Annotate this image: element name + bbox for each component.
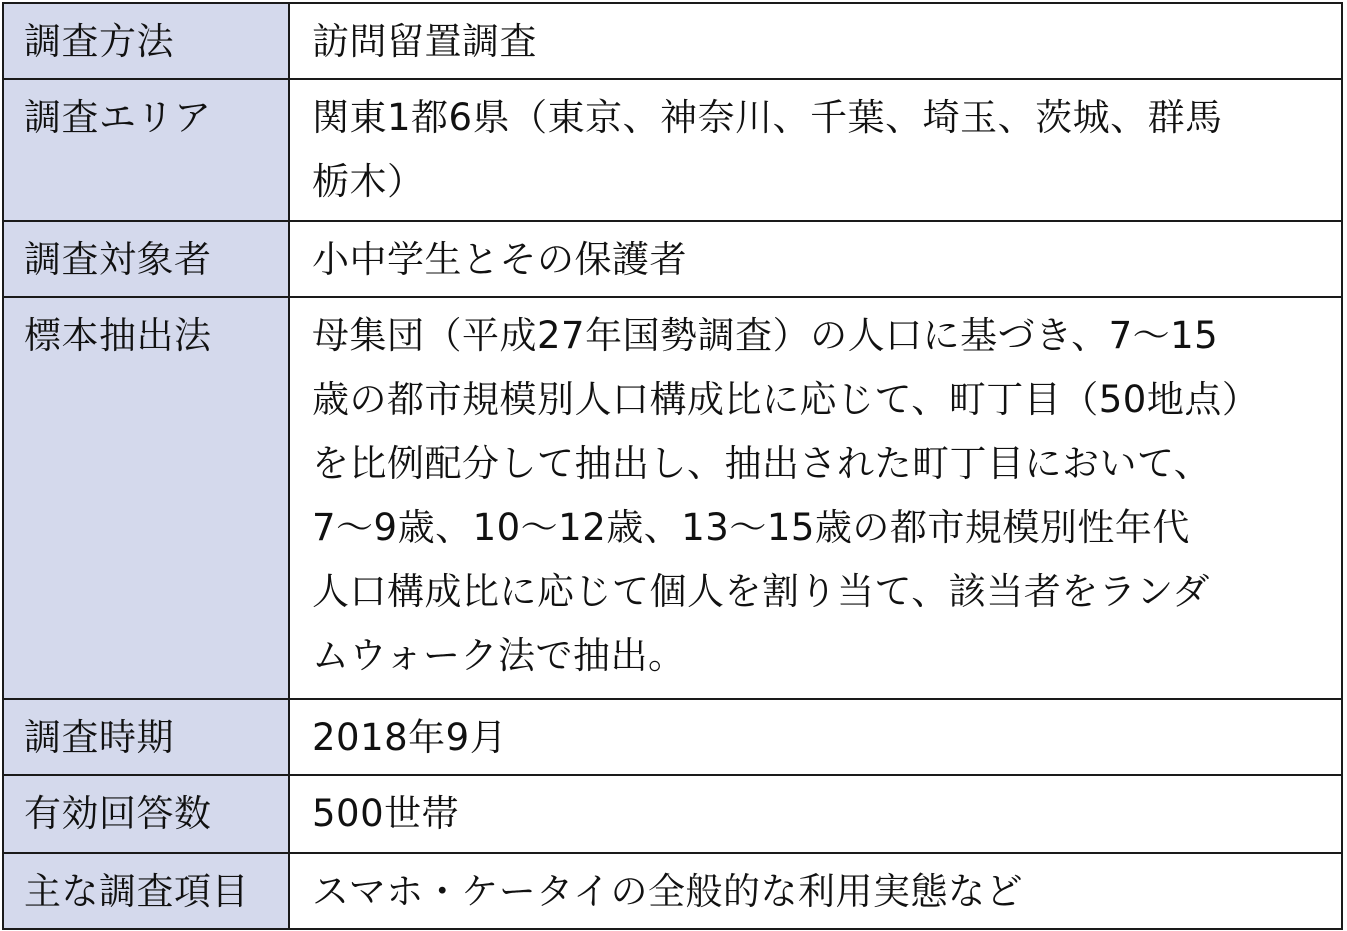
value-line: を比例配分して抽出し、抽出された町丁目において、 [312,442,1212,485]
row-value [289,699,1342,775]
row-label: 調査方法 [3,3,289,79]
value-line: 500世帯 [312,792,460,835]
row-value [289,3,1342,79]
table-row-sampling-method [3,297,1342,699]
value-line: 7～9歳、10～12歳、13～15歳の都市規模別性年代 [312,506,1190,549]
row-value [289,79,1342,221]
table-row-main-items [3,853,1342,929]
row-value [289,297,1342,699]
value-line: 人口構成比に応じて個人を割り当て、該当者をランダ [312,570,1210,613]
row-label: 標本抽出法 [3,297,289,699]
table-row-survey-target [3,221,1342,297]
row-value [289,853,1342,929]
value-line: 2018年9月 [312,716,508,759]
survey-overview-table [2,2,1343,930]
value-line: 歳の都市規模別人口構成比に応じて、町丁目（50地点） [312,378,1260,421]
table-row-survey-area [3,79,1342,221]
row-label: 調査時期 [3,699,289,775]
value-line: 栃木） [312,160,425,203]
value-line: ムウォーク法で抽出。 [312,634,686,677]
value-line: 母集団（平成27年国勢調査）の人口に基づき、7～15 [312,314,1219,357]
value-line: スマホ・ケータイの全般的な利用実態など [312,870,1024,913]
row-label: 主な調査項目 [3,853,289,929]
value-line: 関東1都6県（東京、神奈川、千葉、埼玉、茨城、群馬 [312,96,1223,139]
table-row-valid-responses [3,775,1342,853]
table-row-survey-period [3,699,1342,775]
value-line: 訪問留置調査 [312,20,537,63]
row-label: 有効回答数 [3,775,289,853]
row-label: 調査エリア [3,79,289,221]
value-line: 小中学生とその保護者 [312,238,687,281]
table-row-survey-method [3,3,1342,79]
row-value [289,221,1342,297]
row-label: 調査対象者 [3,221,289,297]
row-value [289,775,1342,853]
